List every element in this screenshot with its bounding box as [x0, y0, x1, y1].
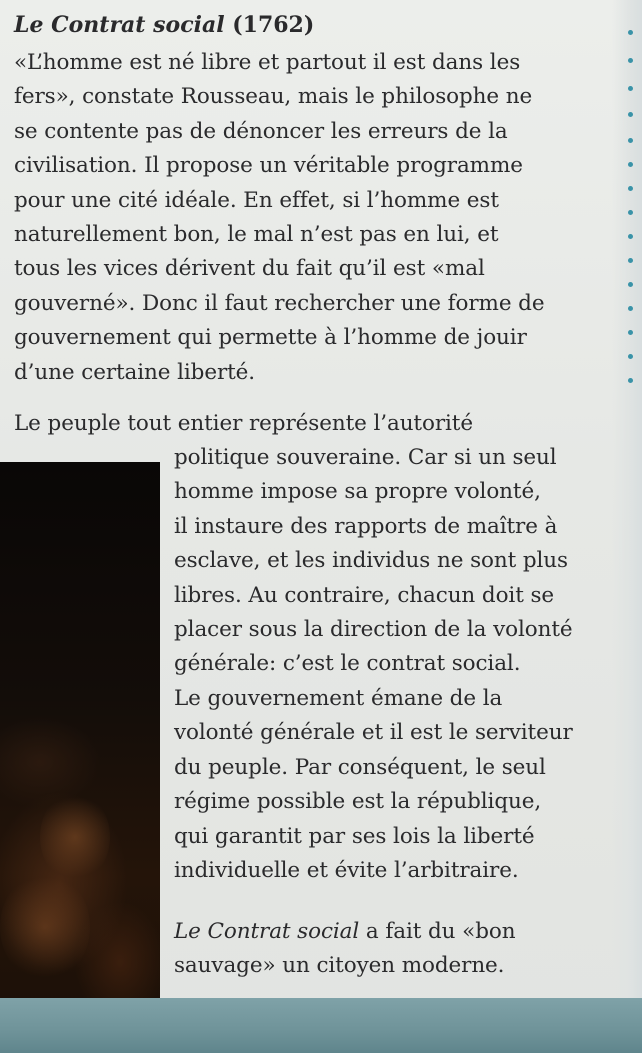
- decorative-dot: [628, 30, 633, 35]
- decorative-dot: [628, 210, 633, 215]
- bottom-colored-band: [0, 998, 642, 1053]
- text-line: d’une certaine liberté.: [14, 359, 256, 385]
- text-line: il instaure des rapports de maître à: [174, 513, 558, 539]
- text-line: naturellement bon, le mal n’est pas en lui, et: [14, 222, 499, 248]
- decorative-dot: [628, 258, 633, 263]
- paragraph-2-first-line: [14, 407, 473, 441]
- text-line: esclave, et les individus ne sont plus: [174, 548, 568, 574]
- decorative-dot: [628, 162, 633, 167]
- text-line: volonté générale et il est le serviteur: [174, 720, 573, 746]
- decorative-dot: [628, 306, 633, 311]
- text-line: régime possible est la république,: [174, 789, 542, 815]
- text-line: libres. Au contraire, chacun doit se: [174, 582, 555, 608]
- text-line: homme impose sa propre volonté,: [174, 479, 541, 505]
- text-line: tous les vices dérivent du fait qu’il est «mal: [14, 256, 485, 282]
- paragraph-3: [174, 682, 573, 888]
- painting-highlight: [40, 792, 110, 882]
- text-line: fers», constate Rousseau, mais le philosophe ne: [14, 84, 533, 110]
- text-line: civilisation. Il propose un véritable programme: [14, 153, 523, 179]
- paragraph-2: [174, 441, 573, 682]
- text-line: «L’homme est né libre et partout il est dans les: [14, 50, 521, 75]
- decorative-dot: [628, 330, 633, 335]
- decorative-dot: [628, 186, 633, 191]
- text-line: du peuple. Par conséquent, le seul: [174, 754, 546, 780]
- text-line: générale: c’est le contrat social.: [174, 651, 521, 677]
- title-year: (1762): [224, 12, 315, 38]
- paragraph-4: [174, 915, 515, 984]
- text-line: [174, 915, 515, 949]
- painting-illustration: [0, 462, 160, 1053]
- text-line: gouverné». Donc il faut rechercher une forme de: [14, 290, 545, 316]
- decorative-dot: [628, 378, 633, 383]
- text-line: gouvernement qui permette à l’homme de jouir: [14, 325, 527, 351]
- decorative-margin-strip: [612, 0, 642, 1000]
- text-line: pour une cité idéale. En effet, si l’homme est: [14, 187, 499, 213]
- text-line: placer sous la direction de la volonté: [174, 617, 573, 643]
- text-line: politique souveraine. Car si un seul: [174, 445, 557, 470]
- painting-highlight: [0, 872, 90, 982]
- text-line: individuelle et évite l’arbitraire.: [174, 858, 519, 884]
- text-fragment: a fait du «bon: [359, 919, 516, 944]
- decorative-dot: [628, 138, 633, 143]
- decorative-dot: [628, 86, 633, 91]
- decorative-dot: [628, 234, 633, 239]
- work-name-italic: Le Contrat social: [174, 919, 360, 944]
- text-line: qui garantit par ses lois la liberté: [174, 823, 535, 849]
- text-line: sauvage» un citoyen moderne.: [174, 953, 505, 979]
- decorative-dot: [628, 354, 633, 359]
- text-line: se contente pas de dénoncer les erreurs de la: [14, 118, 508, 144]
- paragraph-1: [14, 46, 544, 390]
- section-title: [14, 12, 314, 38]
- text-line: Le peuple tout entier représente l’autorité: [14, 411, 473, 436]
- decorative-dot: [628, 58, 633, 63]
- title-work-name: Le Contrat social: [14, 12, 225, 38]
- text-line: Le gouvernement émane de la: [174, 686, 503, 711]
- decorative-dot: [628, 112, 633, 117]
- decorative-dot: [628, 282, 633, 287]
